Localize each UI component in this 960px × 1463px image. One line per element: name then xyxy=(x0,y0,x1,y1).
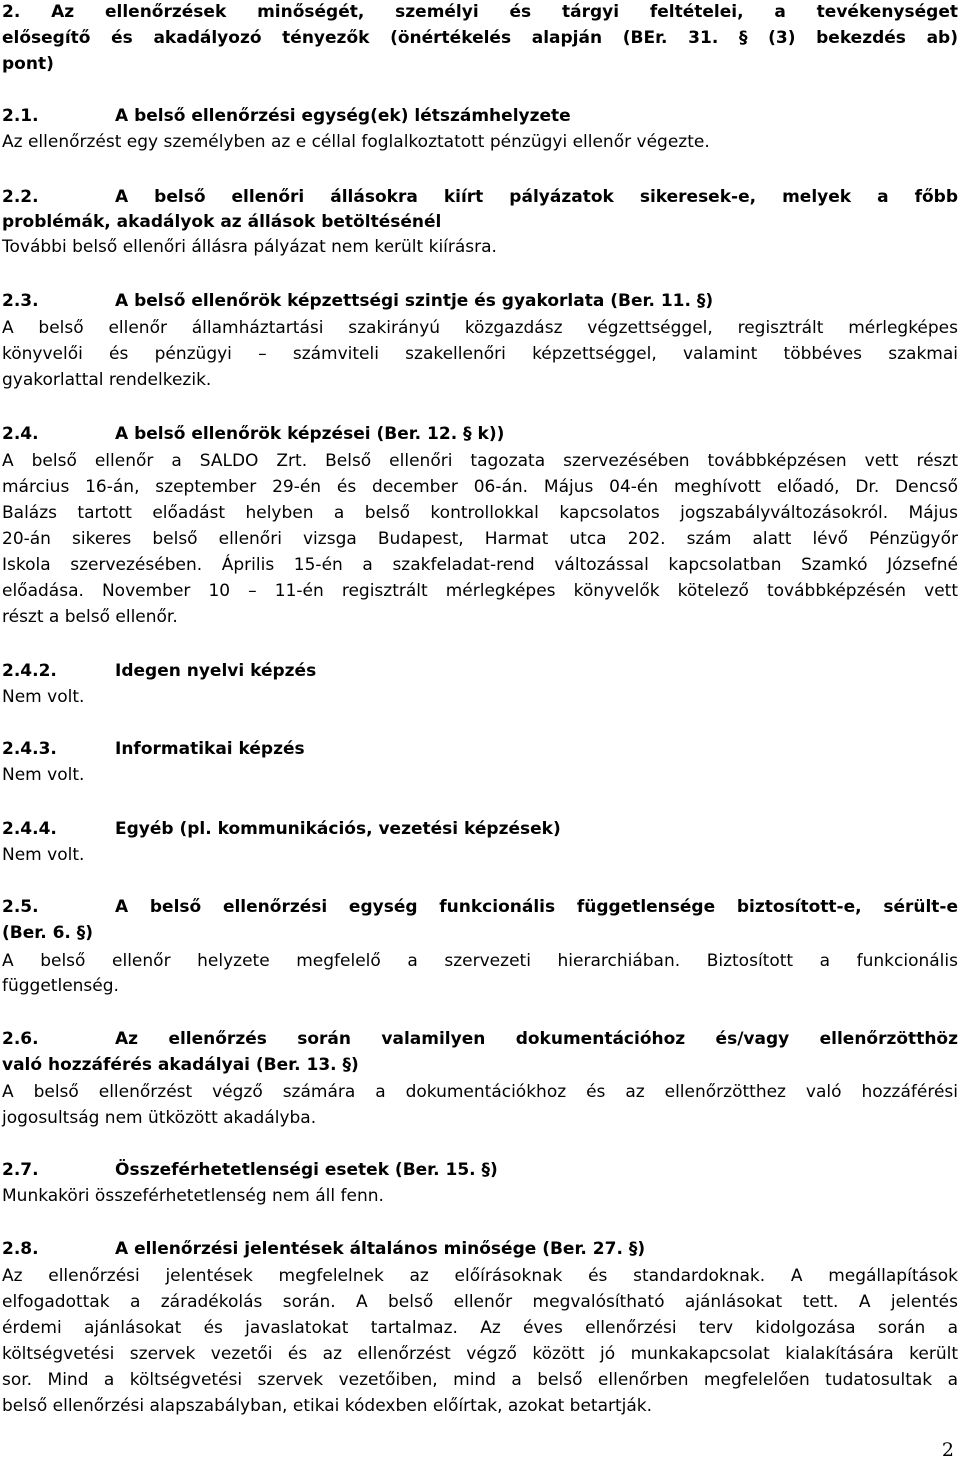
text-line: Iskola szervezésében. Április 15-én a szakfeladat-rend változással kapcsolatban Szamkó Józsefné xyxy=(2,555,958,575)
text-line: belső ellenőrzési alapszabályban, etikai kódexben előírtak, azokat betartják. xyxy=(2,1396,653,1416)
text-line: március 16-án, szeptember 29-én és december 06-án. Május 04-én meghívott előadó, Dr. Dencső xyxy=(2,477,958,497)
text-line: Nem volt. xyxy=(2,845,85,865)
text-line: A belső ellenőr a SALDO Zrt. Belső ellenőri tagozata szervezésében továbbképzésen vett részt xyxy=(2,451,958,471)
heading-line: 2. Az ellenőrzések minőségét, személyi és tárgyi feltételei, a tevékenységet xyxy=(2,2,958,22)
section-heading xyxy=(2,1159,498,1181)
text-line: Nem volt. xyxy=(2,687,85,707)
section-number: 2.6. xyxy=(2,1029,39,1049)
section-title: Az ellenőrzés során valamilyen dokumentációhoz és/vagy ellenőrzötthöz xyxy=(115,1029,958,1049)
text-line: A belső ellenőr államháztartási szakirányú közgazdász végzettséggel, regisztrált mérlegképes xyxy=(2,318,958,338)
text-line: jogosultság nem ütközött akadályba. xyxy=(2,1108,317,1128)
section-number: 2.4.2. xyxy=(2,661,57,681)
section-heading xyxy=(2,290,713,312)
text-line: elfogadottak a záradékolás során. A belső ellenőr megvalósítható ajánlásokat tett. A jelentés xyxy=(2,1292,958,1312)
section-title: Egyéb (pl. kommunikációs, vezetési képzések) xyxy=(115,819,561,839)
section-heading xyxy=(2,186,958,208)
heading-line: elősegítő és akadályozó tényezők (önértékelés alapján (BEr. 31. § (3) bekezdés ab) xyxy=(2,28,958,48)
text-line: A belső ellenőrzést végző számára a dokumentációkhoz és az ellenőrzötthez való hozzáférési xyxy=(2,1082,958,1102)
text-line: részt a belső ellenőr. xyxy=(2,607,178,627)
text-line: sor. Mind a költségvetési szervek vezetőiben, mind a belső ellenőrben megfelelően tudatosultak a xyxy=(2,1370,958,1390)
text-line: érdemi ajánlásokat és javaslatokat tartalmaz. Az éves ellenőrzési terv kidolgozása során a xyxy=(2,1318,958,1338)
section-number: 2.8. xyxy=(2,1239,39,1259)
heading-line: problémák, akadályok az állások betöltésénél xyxy=(2,212,442,232)
section-number: 2.4. xyxy=(2,424,39,444)
section-title: Informatikai képzés xyxy=(115,739,305,759)
section-heading xyxy=(2,818,561,840)
text-line: függetlenség. xyxy=(2,976,119,996)
heading-line: (Ber. 6. §) xyxy=(2,923,94,943)
text-line: A belső ellenőr helyzete megfelelő a szervezeti hierarchiában. Biztosított a funkcionális xyxy=(2,951,958,971)
section-heading xyxy=(2,738,305,760)
section-number: 2.5. xyxy=(2,897,39,917)
section-title: A belső ellenőrök képzettségi szintje és gyakorlata (Ber. 11. §) xyxy=(115,291,714,311)
section-title: A belső ellenőrzési egység(ek) létszámhelyzete xyxy=(115,106,571,126)
section-number: 2.2. xyxy=(2,187,39,207)
section-heading xyxy=(2,1028,958,1050)
text-line: könyvelői és pénzügyi – számviteli szakellenőri képzettséggel, valamint többéves szakmai xyxy=(2,344,958,364)
section-heading xyxy=(2,660,316,682)
heading-line: pont) xyxy=(2,54,54,74)
section-number: 2.7. xyxy=(2,1160,39,1180)
text-line: Az ellenőrzési jelentések megfelelnek az előírásoknak és standardoknak. A megállapítások xyxy=(2,1266,958,1286)
section-number: 2.3. xyxy=(2,291,39,311)
text-line: Az ellenőrzést egy személyben az e céllal foglalkoztatott pénzügyi ellenőr végezte. xyxy=(2,132,710,152)
section-number: 2.1. xyxy=(2,106,39,126)
text-line: További belső ellenőri állásra pályázat nem került kiírásra. xyxy=(2,237,497,257)
section-title: Összeférhetetlenségi esetek (Ber. 15. §) xyxy=(115,1160,498,1180)
text-line: költségvetési szervek vezetői és az ellenőrzést végző között jó munkakapcsolat kialakítására került xyxy=(2,1344,958,1364)
text-line: előadása. November 10 – 11-én regisztrált mérlegképes könyvelők kötelező továbbképzésén vett xyxy=(2,581,958,601)
section-heading xyxy=(2,423,504,445)
text-line: 20-án sikeres belső ellenőri vizsga Budapest, Harmat utca 202. szám alatt lévő Pénzügyőr xyxy=(2,529,958,549)
section-title: A belső ellenőrzési egység funkcionális függetlensége biztosított-e, sérült-e xyxy=(115,897,958,917)
section-heading xyxy=(2,896,958,918)
text-line: gyakorlattal rendelkezik. xyxy=(2,370,212,390)
text-line: Munkaköri összeférhetetlenség nem áll fenn. xyxy=(2,1186,384,1206)
section-number: 2.4.3. xyxy=(2,739,57,759)
section-title: Idegen nyelvi képzés xyxy=(115,661,317,681)
section-title: A belső ellenőrök képzései (Ber. 12. § k)) xyxy=(115,424,505,444)
section-title: A ellenőrzési jelentések általános minősége (Ber. 27. §) xyxy=(115,1239,646,1259)
text-line: Nem volt. xyxy=(2,765,85,785)
page-number: 2 xyxy=(941,1439,954,1461)
section-title: A belső ellenőri állásokra kiírt pályázatok sikeresek-e, melyek a főbb xyxy=(115,187,958,207)
section-heading xyxy=(2,105,571,127)
text-line: Balázs tartott előadást helyben a belső kontrollokkal kapcsolatos jogszabályváltozásokról. Május xyxy=(2,503,958,523)
heading-line: való hozzáférés akadályai (Ber. 13. §) xyxy=(2,1055,359,1075)
section-number: 2.4.4. xyxy=(2,819,57,839)
section-heading xyxy=(2,1238,645,1260)
